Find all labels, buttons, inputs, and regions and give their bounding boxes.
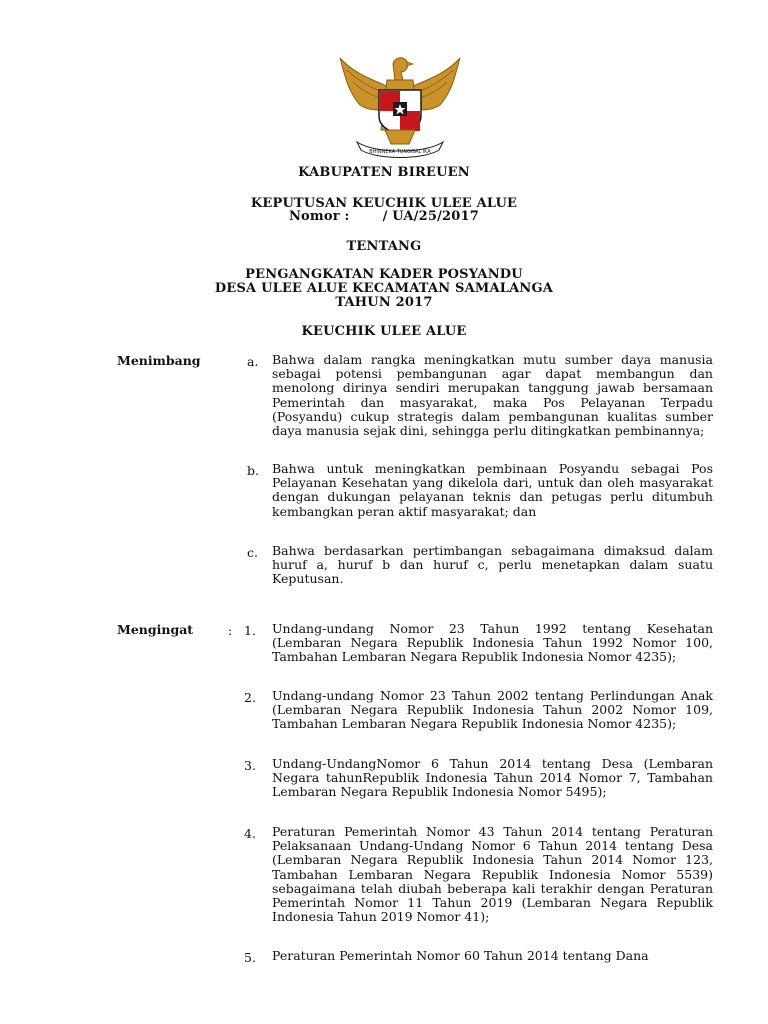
decree-subject — [0, 268, 768, 310]
garuda-pancasila-emblem-icon — [335, 50, 465, 158]
mengingat-marker: 5. — [244, 950, 256, 965]
mengingat-item: Undang-undang Nomor 23 Tahun 2002 tentang Perlindungan Anak (Lembaran Negara Republik Indonesia Tahun 2002 Nomor 109, Tambahan Lembaran Negara Republik Indonesia Nomor 4235); — [272, 688, 713, 732]
mengingat-label: Mengingat — [117, 622, 194, 637]
menimbang-item: Bahwa dalam rangka meningkatkan mutu sumber daya manusia sebagai potensi pembangunan agar dapat membangun dan menolong dirinya sendiri merupakan tanggung jawab bersamaan Pemerintah dan masyarakat, maka Pos Pelayanan Terpadu (Posyandu) cukup strategis dalam pembangunan kualitas sumber daya manusia sejak dini, sehingga perlu ditingkatkan pembinannya; — [272, 352, 713, 439]
decree-number: Nomor : / UA/25/2017 — [288, 209, 480, 224]
mengingat-marker: 3. — [244, 758, 256, 773]
mengingat-marker: 1. — [244, 623, 256, 638]
mengingat-item: Undang-undang Nomor 23 Tahun 1992 tentang Kesehatan (Lembaran Negara Republik Indonesia Tahun 1992 Nomor 100, Tambahan Lembaran Negara Republik Indonesia Nomor 4235); — [272, 621, 713, 665]
menimbang-marker: c. — [247, 545, 258, 560]
mengingat-item: Peraturan Pemerintah Nomor 60 Tahun 2014 tentang Dana — [272, 948, 649, 963]
menimbang-item: Bahwa untuk meningkatkan pembinaan Posyandu sebagai Pos Pelayanan Kesehatan yang dikelola dari, untuk dan oleh masyarakat dengan dukungan pelayanan teknis dan petugas perlu ditumbuh kembangkan peran aktif masyarakat; dan — [272, 461, 713, 519]
subject-line: TAHUN 2017 — [335, 295, 433, 310]
regency-title: KABUPATEN BIREUEN — [298, 165, 470, 180]
emblem-motto: BHINNEKA TUNGGAL IKA — [369, 149, 431, 155]
menimbang-marker: a. — [247, 354, 259, 369]
mengingat-colon: : — [228, 623, 233, 638]
menimbang-item: Bahwa berdasarkan pertimbangan sebagaimana dimaksud dalam huruf a, huruf b dan huruf c, perlu menetapkan dalam suatu Keputusan. — [272, 543, 713, 587]
mengingat-marker: 4. — [244, 826, 256, 841]
menimbang-label: Menimbang — [117, 353, 201, 368]
mengingat-marker: 2. — [244, 690, 256, 705]
menimbang-marker: b. — [247, 463, 259, 478]
subject-line: DESA ULEE ALUE KECAMATAN SAMALANGA — [214, 281, 554, 296]
mengingat-item: Peraturan Pemerintah Nomor 43 Tahun 2014 tentang Peraturan Pelaksanaan Undang-Undang Nomor 6 Tahun 2014 tentang Desa (Lembaran Negara Republik Indonesia Tahun 2014 Nomor 123, Tambahan Lembaran Negara Republik Indonesia Nomor 5539) sebagaimana telah diubah beberapa kali terakhir dengan Peraturan Pemerintah Nomor 11 Tahun 2019 (Lembaran Negara Republik Indonesia Tahun 2019 Nomor 41); — [272, 824, 713, 925]
about-label: TENTANG — [346, 239, 422, 254]
decree-title: KEPUTUSAN KEUCHIK ULEE ALUE — [250, 196, 518, 211]
subject-line: PENGANGKATAN KADER POSYANDU — [245, 267, 523, 282]
authority-title: KEUCHIK ULEE ALUE — [301, 324, 467, 339]
mengingat-item: Undang-UndangNomor 6 Tahun 2014 tentang Desa (Lembaran Negara tahunRepublik Indonesia Tahun 2014 Nomor 7, Tambahan Lembaran Negara Republik Indonesia Nomor 5495); — [272, 756, 713, 800]
